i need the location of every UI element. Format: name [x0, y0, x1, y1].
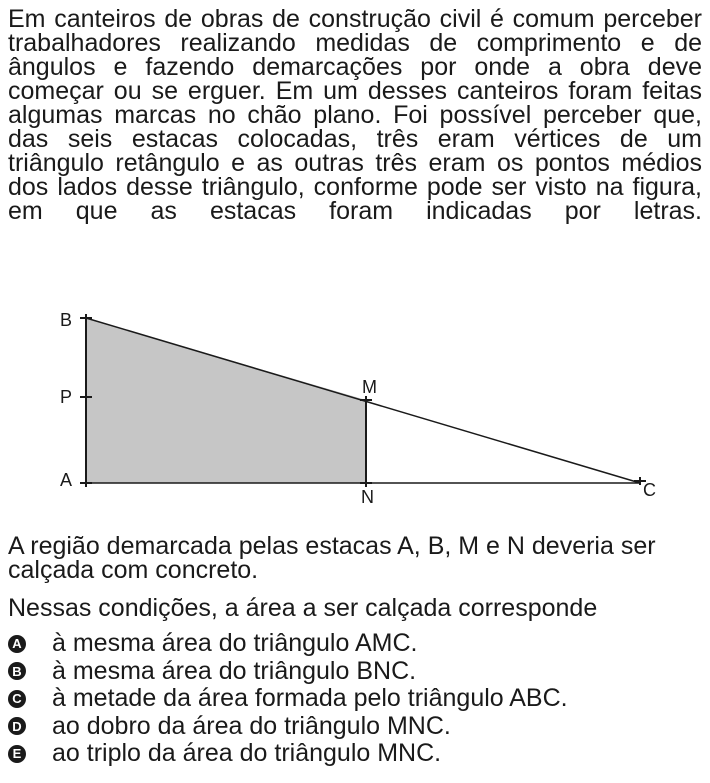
option-text: à metade da área formada pelo triângulo ABC. — [52, 684, 568, 713]
option-text: ao triplo da área do triângulo MNC. — [52, 739, 442, 768]
option-text: ao dobro da área do triângulo MNC. — [52, 711, 451, 740]
label-C: C — [643, 480, 656, 500]
label-N: N — [361, 487, 374, 507]
option-letter-badge: A — [8, 635, 26, 653]
option-text: à mesma área do triângulo BNC. — [52, 656, 417, 685]
label-P: P — [60, 387, 73, 407]
question-stem: Nessas condições, a área a ser calçada corresponde — [8, 594, 598, 622]
label-A: A — [60, 470, 73, 490]
triangle-figure — [0, 305, 710, 530]
option-e[interactable] — [8, 740, 568, 768]
option-c[interactable] — [8, 685, 568, 713]
option-letter-badge: B — [8, 662, 26, 680]
problem-statement: Em canteiros de obras de construção civil é comum perceber trabalhadores realizando medidas de comprimento e de ângulos e fazendo demarcações por onde a obra deve começar ou se erguer. Em um desses canteiros foram feitas algumas marcas no chão plano. Foi possível perceber que, das seis estacas colocadas, três eram vértices de um triângulo retângulo e as outras três eram os pontos médios dos lados desse triângulo, conforme pode ser visto na figura, em que as estacas foram indicadas por letras. — [8, 5, 702, 225]
option-letter-badge: D — [8, 717, 26, 735]
option-letter-badge: E — [8, 745, 26, 763]
option-text: à mesma área do triângulo AMC. — [52, 629, 418, 658]
option-a[interactable] — [8, 630, 568, 658]
option-b[interactable] — [8, 658, 568, 686]
label-B: B — [60, 310, 73, 330]
option-letter-badge: C — [8, 690, 26, 708]
label-M: M — [362, 377, 377, 397]
answer-options — [8, 630, 568, 768]
shaded-region-ABMN — [86, 318, 366, 483]
option-d[interactable] — [8, 713, 568, 741]
region-statement: A região demarcada pelas estacas A, B, M e N deveria ser calçada com concreto. — [8, 532, 656, 584]
